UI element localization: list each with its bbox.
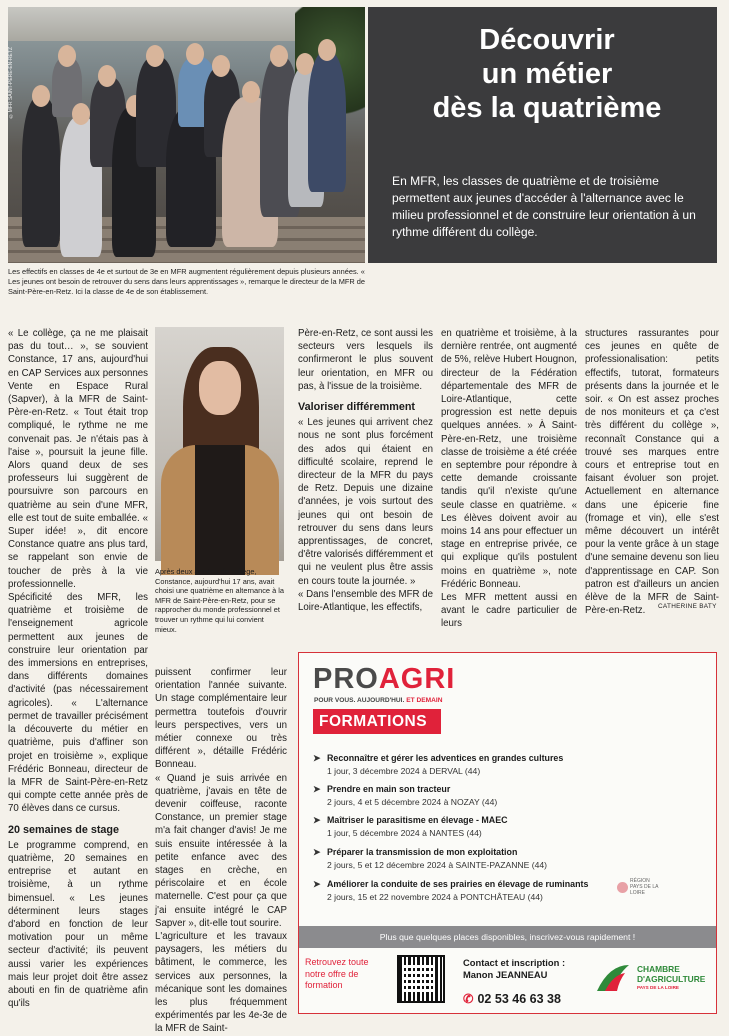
contact-name: Manon JEANNEAU [463, 969, 548, 980]
contact-label: Contact et inscription : [463, 957, 566, 968]
article-column-5 [585, 327, 719, 617]
chambre-mark-icon [595, 961, 631, 995]
paragraph: « Quand je suis arrivée en quatrième, j'avais en tête de devenir coiffeuse, raconte Constance, un premier stage m'a fait changer d'avis! Je me suis ensuite intéressée à la petite enfance avec des stages en crèche, en périscolaire et en école maternelle. C'est pour ça que j'ai ensuite intégré le CAP Sapver », dit-elle tout sourire. [155, 772, 287, 929]
logo-part-agri: AGRI [378, 663, 456, 695]
chambre-region: PAYS DE LA LOIRE [637, 985, 679, 990]
proagri-ad [298, 652, 717, 1014]
student-head [72, 103, 90, 125]
offer-cta [305, 957, 383, 992]
arrow-icon: ➤ [313, 784, 321, 794]
training-detail: 1 jour, 3 décembre 2024 à DERVAL (44) [327, 766, 481, 776]
paragraph: en quatrième et troisième, à la dernière rentrée, ont augmenté de 5%, relève Hubert Hougnon, directeur de la Fédération départementale des MFR de Loire-Atlantique, cette progression est nette depuis quelques années. » À Saint-Père-en-Retz, une troisième classe de troisième a été créée en septembre pour répondre à cette demande croissante tandis qu'il n'existe qu'une seule classe en quatrième. « Les élèves doivent avoir au moins 14 ans pour effectuer un stage en entreprise privée, ce qui explique qu'ils postulent moins en quatrième », note Frédéric Bonneau. [441, 328, 577, 590]
availability-notice: Plus que quelques places disponibles, inscrivez-vous rapidement ! [299, 926, 716, 948]
portrait-face [199, 361, 241, 415]
subheading: Valoriser différemment [298, 401, 416, 414]
chambre-line2: D'AGRICULTURE [637, 973, 706, 984]
paragraph: « Le collège, ça ne me plaisait pas du tout… », se souvient Constance, 17 ans, aujourd'hui en CAP Services aux personnes Vente en Espace Rural (Sapver), à la MFR de Saint-Père-en-Retz. « Tout était trop compliqué, le rythme ne me convenait pas. Je n'étais pas à l'aise », poursuit la jeune fille. Alors quand deux de ses professeurs lui suggèrent de poursuivre son parcours en quatrième au sein d'une MFR, elle est tout de suite emballée. « Super idée! », dit encore Constance quatre ans plus tard, se rappelant son envie de toucher de près à la vie professionnelle. [8, 328, 148, 590]
training-title: Prendre en main son tracteur [327, 784, 451, 794]
article-column-3 [298, 327, 433, 614]
student-head [212, 55, 230, 77]
paragraph: Le programme comprend, en quatrième, 20 semaines en entreprise et autant en troisième, à un rythme bimensuel. « Les jeunes déterminent leurs stages d'abord en fonction de leur motivation pour un même secteur d'activité; ils peuvent aussi varier les expériences mais leur projet doit être assez abouti en fin de quatrième afin qu'ils [8, 839, 148, 1010]
headline [382, 23, 712, 125]
arrow-icon: ➤ [313, 815, 321, 825]
article-column-1 [8, 327, 148, 1010]
training-item [313, 815, 708, 838]
training-item [313, 753, 708, 776]
student-head [318, 39, 336, 61]
student-head [32, 85, 50, 107]
paragraph: Père-en-Retz, ce sont aussi les secteurs vers lesquels ils confirmeront le plus souvent leur orientation, en MFR ou pas, à l'issue de la troisième. [298, 328, 433, 392]
qr-code[interactable] [397, 955, 445, 1003]
chambre-name [637, 965, 705, 984]
photo-caption: Les effectifs en classes de 4e et surtout de 3e en MFR augmentent régulièrement depuis plusieurs années. « Les jeunes ont besoin de retrouver du sens dans leurs apprentissages », remarque le directeur de la MFR de Saint-Père-en-Retz. Ici la classe de 4e de son établissement. [8, 267, 366, 296]
arrow-icon: ➤ [313, 879, 321, 889]
phone-text: 02 53 46 63 38 [477, 992, 561, 1006]
hero-photo [8, 7, 365, 263]
training-title: Maîtriser le parasitisme en élevage - MAEC [327, 815, 508, 825]
student-head [186, 43, 204, 65]
arrow-icon: ➤ [313, 753, 321, 763]
paragraph: « Les jeunes qui arrivent chez nous ne sont plus forcément des ados qui étaient en difficulté scolaire, reprend le directeur de la MFR du pays de Retz. Depuis une dizaine d'années, je vois surtout des jeunes qui ont besoin de retrouver du sens dans leurs apprentissages, de concret, d'être valorisés différemment et qui ne veulent plus être assis en cours toute la journée. » [298, 417, 433, 587]
region-icon [617, 882, 628, 893]
portrait-photo [155, 327, 284, 561]
logo-part-pro: PRO [313, 663, 379, 695]
paragraph: Les MFR mettent aussi en avant le cadre particulier de leurs [441, 592, 577, 630]
tagline-accent: ET DEMAIN [406, 697, 443, 704]
author-signature: CATHERINE BATY [658, 603, 717, 610]
training-item [313, 847, 708, 870]
chambre-line1: CHAMBRE [637, 964, 680, 974]
phone-icon: ✆ [463, 992, 474, 1006]
headline-line3: dès la quatrième [432, 92, 662, 124]
paragraph: structures rassurantes pour ces jeunes en quête de professionalisation: petits effectifs, tutorat, formateurs présents dans la journée et le soir. « On est assez proches de nos moniteurs et ça c'est très différent du collège », reconnaît Constance qui a trouvé ses marques entre cours et entreprise tout en faisant évoluer son projet. Actuellement en alternance dans une épicerie fine (fromage et vin), elle s'est même découvert un intérêt pour la vente grâce à un stage d'une semaine devenu son lieu d'apprentissage en CAP. Son patron est d'ailleurs un ancien élève de la MFR de Saint-Père-en-Retz. [585, 328, 719, 617]
region-label: RÉGION PAYS DE LA LOIRE [630, 878, 659, 896]
headline-line2: un métier [481, 58, 613, 90]
training-title: Reconnaître et gérer les adventices en grandes cultures [327, 753, 564, 763]
paragraph: puissent confirmer leur orientation l'année suivante. Un stage complémentaire leur permettra toutefois d'ouvrir leurs perspectives, vers un métier connexe ou très différent », détaille Frédéric Bonneau. [155, 667, 287, 771]
headline-box [368, 7, 717, 263]
subheading: 20 semaines de stage [8, 823, 120, 836]
proagri-logo [313, 663, 455, 696]
portrait-shirt [195, 445, 245, 575]
student-head [270, 45, 288, 67]
article-column-4 [441, 327, 577, 631]
training-detail: 2 jours, 4 et 5 décembre 2024 à NOZAY (44) [327, 797, 498, 807]
paragraph: Spécificité des MFR, les quatrième et troisième de l'enseignement agricole permettent aux jeunes de construire leur orientation par des immersions en entreprises, dans différents domaines d'activité (pas nécessairement agricoles). « L'alternance permet de travailler précisément la découverte du métier en quatrième, puis d'affiner son projet en troisième », explique Frédéric Bonneau, directeur de la MFR de Saint-Père-en-Retz qui compte cette année près de 70 élèves dans ce cursus. [8, 592, 148, 815]
training-title: Préparer la transmission de mon exploitation [327, 847, 518, 857]
headline-line1: Découvrir [479, 24, 615, 56]
training-detail: 1 jour, 5 décembre 2024 à NANTES (44) [327, 828, 482, 838]
student-head [146, 45, 164, 67]
arrow-icon: ➤ [313, 847, 321, 857]
paragraph: « Dans l'ensemble des MFR de Loire-Atlantique, les effectifs, [298, 588, 433, 614]
tagline-main: POUR VOUS. AUJOURD'HUI. [314, 697, 405, 704]
phone-number [463, 991, 561, 1006]
student-figure [308, 52, 346, 192]
student-head [58, 45, 76, 67]
student-head [242, 81, 260, 103]
training-item [313, 784, 708, 807]
region-logo [617, 878, 660, 896]
lead-paragraph: En MFR, les classes de quatrième et de troisième permettent aux jeunes d'accéder à l'alternance avec le milieu professionnel et de construire leur orientation à un rythme différent du collège. [392, 174, 696, 239]
offer-cta-text: Retrouvez toute notre offre de formation [305, 957, 369, 990]
training-detail: 2 jours, 15 et 22 novembre 2024 à PONTCHÂTEAU (44) [327, 892, 543, 902]
contact-block [463, 957, 565, 981]
article-column-2 [155, 666, 287, 1036]
photo-credit: ©MFR SAINT-PÈRE-EN-RETZ [8, 47, 14, 119]
formations-banner: FORMATIONS [313, 709, 441, 734]
training-detail: 2 jours, 5 et 12 décembre 2024 à SAINTE-PAZANNE (44) [327, 860, 548, 870]
paragraph: L'agriculture et les travaux paysagers, les métiers du bâtiment, le commerce, les services aux personnes, la mécanique sont les domaines les plus fréquemment expérimentés par les 4e-3e de la MFR de Saint- [155, 931, 287, 1035]
student-head [98, 65, 116, 87]
student-figure [22, 97, 60, 247]
portrait-caption: Après deux années de collège, Constance, aujourd'hui 17 ans, avait choisi une quatrième en alternance à la MFR de Saint-Père-en-Retz, pour se rapprocher du monde professionnel et trouver un rythme qui lui convient mieux. [155, 567, 285, 634]
proagri-tagline [314, 697, 442, 704]
training-title: Améliorer la conduite de ses prairies en élevage de ruminants [327, 879, 589, 889]
